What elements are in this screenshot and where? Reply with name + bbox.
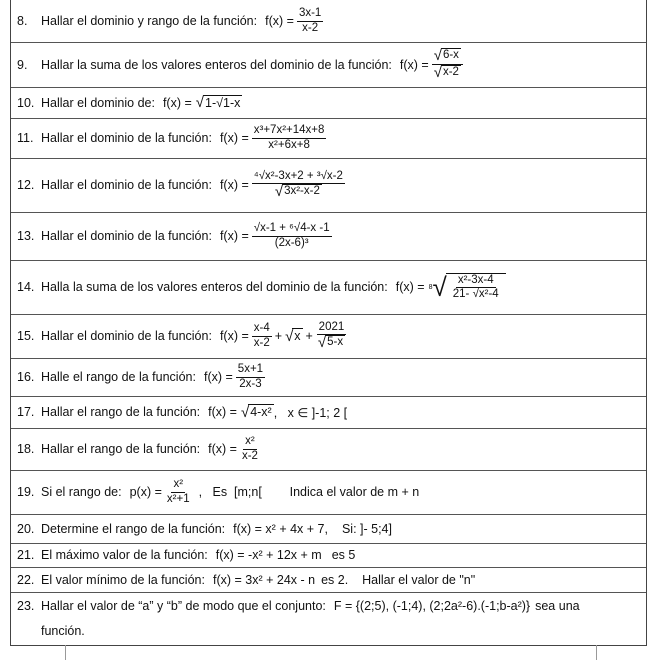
exercise-20: 20. Determine el rango de la función: f(x) = x² + 4x + 7, Si: ]- 5;4] bbox=[11, 514, 646, 544]
exercise-sheet bbox=[10, 0, 647, 646]
bottom-edge-markers bbox=[65, 645, 597, 660]
function-expression: f(x) = $\frac{3x-1}{x-2}$ bbox=[265, 7, 322, 34]
fraction: $\frac{\text{x³+7x²+14x+8}}{\text{x²+6x+8}}$ bbox=[253, 124, 325, 151]
function-expression: f(x) = 3x² + 24x - n es 2. Hallar el valor de "n" bbox=[212, 572, 476, 587]
fraction: $\frac{\text{x²}}{x-2}$ bbox=[241, 435, 258, 462]
fraction: $\frac{5x+1}{2x-3}$ bbox=[237, 363, 264, 390]
exercise-10: 10. Hallar el dominio de: f(x) = √ 1-√1-x bbox=[11, 87, 646, 119]
function-expression: p(x) = $\frac{\text{x²}}{\text{x²+1}}$ , Es [m;n[ Indica el valor de m + n bbox=[129, 478, 420, 505]
exercise-12: 12. Hallar el dominio de la función: f(x) = ⁴√x²-3x+2 + ³√x-2 √ 3x²-x-2 bbox=[11, 158, 646, 213]
exercise-14: 14. Halla la suma de los valores enteros del dominio de la función: f(x) = 8 √ $\frac{\text{x²-3x-4}}{\text{21- √x²-4}}$ bbox=[11, 260, 646, 315]
function-expression: F = {(2;5), (-1;4), (2;2a²-6).(-1;b-a²)} sea una bbox=[333, 599, 580, 613]
fraction: 2021 √ 5-x bbox=[317, 320, 345, 351]
function-expression: f(x) = 8 √ $\frac{\text{x²-3x-4}}{\text{21- √x²-4}}$ bbox=[396, 273, 506, 301]
function-expression: f(x) = -x² + 12x + m es 5 bbox=[215, 548, 356, 562]
fraction: ⁴√x²-3x+2 + ³√x-2 √ 3x²-x-2 bbox=[253, 169, 343, 200]
function-expression: f(x) = $\frac{\text{x³+7x²+14x+8}}{\text{x²+6x+8}}$ bbox=[219, 124, 325, 151]
exercise-21: 21. El máximo valor de la función: f(x) = -x² + 12x + m es 5 bbox=[11, 543, 646, 568]
fraction: $\frac{x-4}{x-2}$ bbox=[253, 322, 270, 349]
exercise-19: 19. Si el rango de: p(x) = $\frac{\text{x²}}{\text{x²+1}}$ , Es [m;n[ Indica el valor de m + n bbox=[11, 470, 646, 515]
exercise-8: 8. Hallar el dominio y rango de la función: f(x) = $\frac{3x-1}{x-2}$ bbox=[11, 0, 646, 43]
fraction: $\frac{\text{√x-1 + ⁶√4-x -1}}{\text{(2x-6)³}}$ bbox=[253, 222, 330, 249]
exercise-23: 23. Hallar el valor de “a” y “b” de modo que el conjunto: F = {(2;5), (-1;4), (2;2a²-6).(-1;b-a²)} sea una función. bbox=[17, 599, 580, 638]
function-expression: f(x) = √ 1-√1-x bbox=[162, 94, 241, 111]
fraction: $\frac{\text{x²}}{\text{x²+1}}$ bbox=[166, 478, 190, 505]
fraction: $\frac{\text{x²-3x-4}}{\text{21- √x²-4}}$ bbox=[452, 273, 499, 300]
function-expression: f(x) = $\frac{5x+1}{2x-3}$ bbox=[203, 363, 264, 390]
exercise-18: 18. Hallar el rango de la función: f(x) = $\frac{\text{x²}}{x-2}$ bbox=[11, 428, 646, 471]
function-expression: f(x) = $\frac{x-4}{x-2}$ + √ x + 2021 √ 5-x bbox=[220, 321, 350, 351]
exercise-15: 15. Hallar el dominio de la función: f(x) = $\frac{x-4}{x-2}$ + √ x + 2021 √ 5-x bbox=[11, 314, 646, 359]
exercise-16: 16. Halle el rango de la función: f(x) = $\frac{5x+1}{2x-3}$ bbox=[11, 358, 646, 397]
function-expression: f(x) = √ 6-x √ x-2 bbox=[400, 48, 466, 81]
exercise-17: 17. Hallar el rango de la función: f(x) = √ 4-x² , x ∈ ]-1; 2 [ bbox=[11, 396, 646, 429]
exercise-22: 22. El valor mínimo de la función: f(x) = 3x² + 24x - n es 2. Hallar el valor de "n" bbox=[11, 567, 646, 593]
fraction: √ 6-x √ x-2 bbox=[432, 48, 463, 81]
exercise-9: 9. Hallar la suma de los valores enteros del dominio de la función: f(x) = √ 6-x √ x-2 bbox=[11, 42, 646, 88]
function-expression: f(x) = $\frac{\text{x²}}{x-2}$ bbox=[208, 435, 258, 462]
function-expression: f(x) = √ 4-x² , x ∈ ]-1; 2 [ bbox=[208, 403, 348, 421]
exercise-11: 11. Hallar el dominio de la función: f(x) = $\frac{\text{x³+7x²+14x+8}}{\text{x²+6x+8}}$ bbox=[11, 118, 646, 159]
function-expression: f(x) = $\frac{\text{√x-1 + ⁶√4-x -1}}{\text{(2x-6)³}}$ bbox=[219, 222, 330, 249]
function-expression: f(x) = x² + 4x + 7, Si: ]- 5;4] bbox=[233, 521, 392, 536]
exercise-13: 13. Hallar el dominio de la función: f(x) = $\frac{\text{√x-1 + ⁶√4-x -1}}{\text{(2x-6)³}}$ bbox=[11, 212, 646, 261]
fraction: $\frac{3x-1}{x-2}$ bbox=[298, 7, 322, 34]
function-expression: f(x) = ⁴√x²-3x+2 + ³√x-2 √ 3x²-x-2 bbox=[219, 169, 343, 200]
